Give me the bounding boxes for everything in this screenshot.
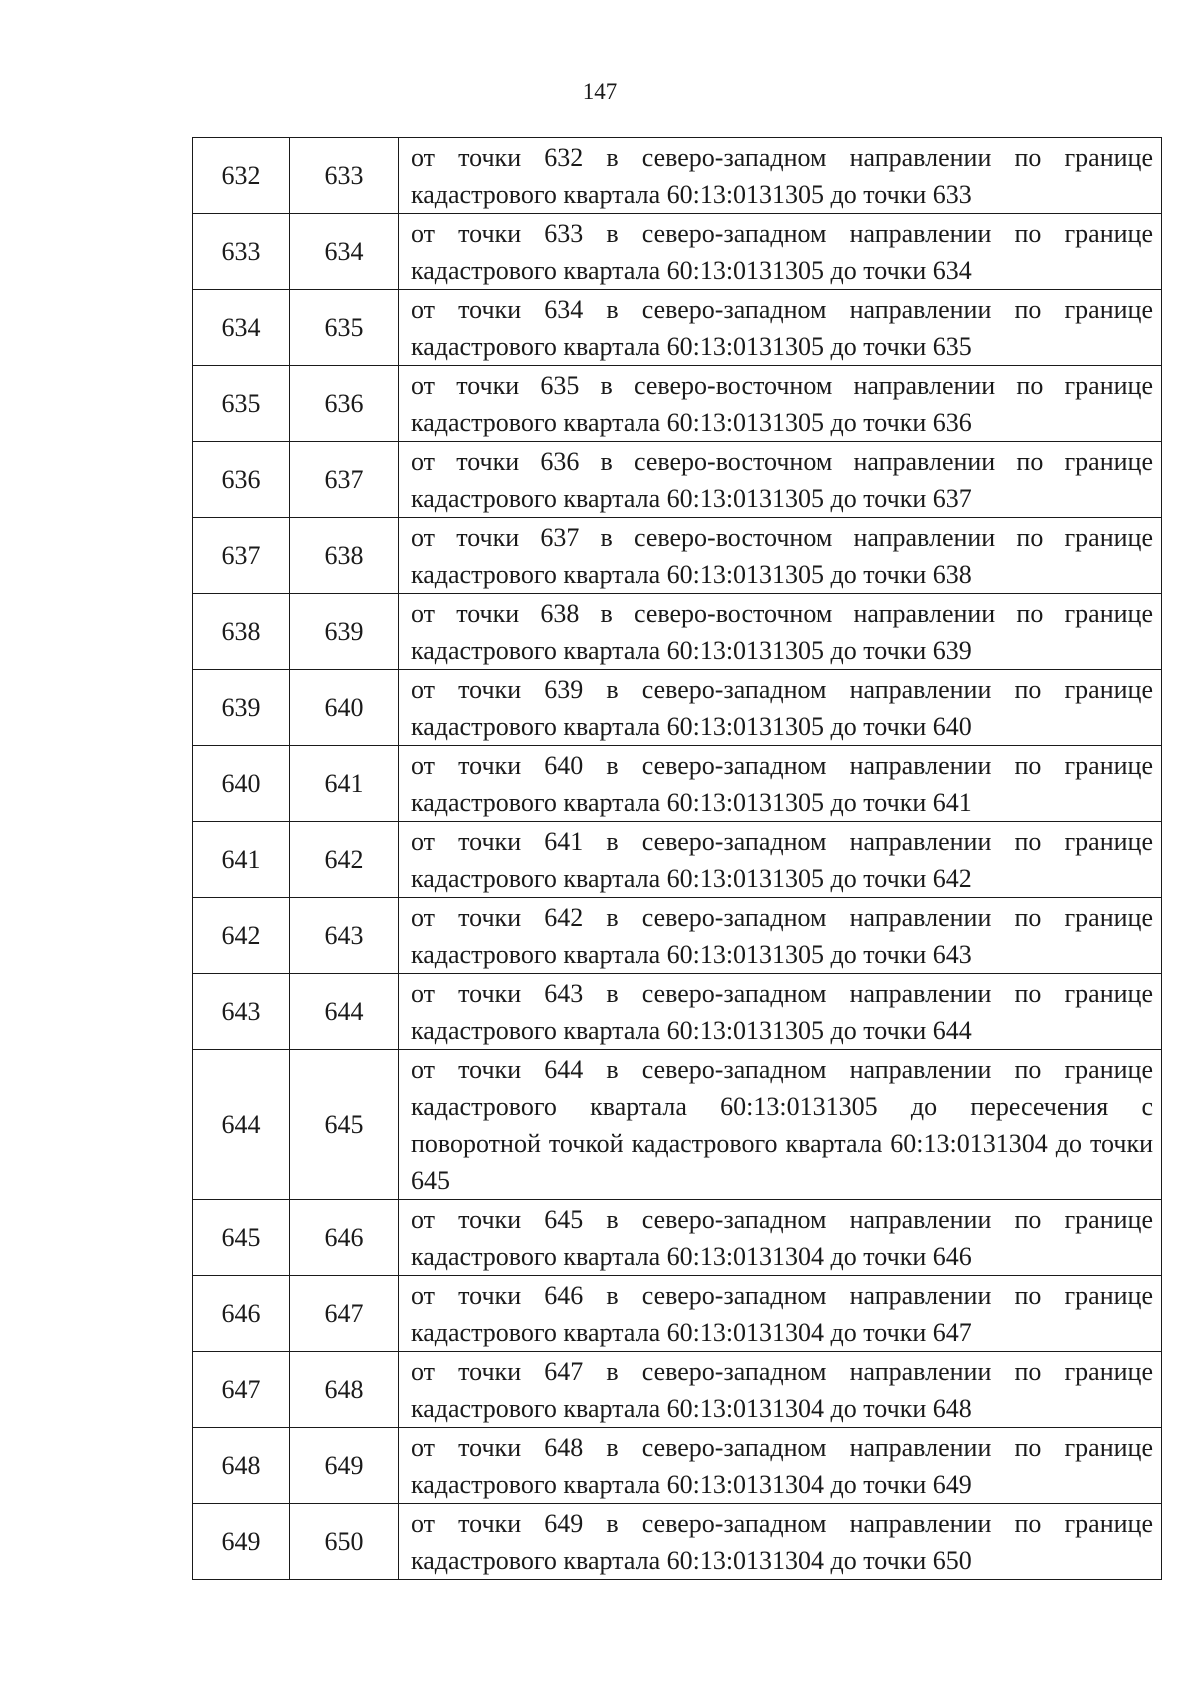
to-point-cell: 636 [290, 366, 399, 442]
description-cell: от точки 636 в северо-восточном направлении по границе кадастрового квартала 60:13:0131305 до точки 637 [399, 442, 1162, 518]
table-row [193, 974, 1162, 1050]
to-point-cell: 643 [290, 898, 399, 974]
to-point-cell: 638 [290, 518, 399, 594]
from-point-cell: 638 [193, 594, 290, 670]
from-point-cell: 646 [193, 1276, 290, 1352]
description-cell: от точки 647 в северо-западном направлении по границе кадастрового квартала 60:13:0131304 до точки 648 [399, 1352, 1162, 1428]
description-cell: от точки 637 в северо-восточном направлении по границе кадастрового квартала 60:13:0131305 до точки 638 [399, 518, 1162, 594]
from-point-cell: 649 [193, 1504, 290, 1580]
description-cell: от точки 638 в северо-восточном направлении по границе кадастрового квартала 60:13:0131305 до точки 639 [399, 594, 1162, 670]
table-row [193, 290, 1162, 366]
to-point-cell: 634 [290, 214, 399, 290]
table-row [193, 898, 1162, 974]
to-point-cell: 648 [290, 1352, 399, 1428]
from-point-cell: 640 [193, 746, 290, 822]
from-point-cell: 633 [193, 214, 290, 290]
from-point-cell: 637 [193, 518, 290, 594]
to-point-cell: 650 [290, 1504, 399, 1580]
to-point-cell: 633 [290, 138, 399, 214]
description-cell: от точки 635 в северо-восточном направлении по границе кадастрового квартала 60:13:0131305 до точки 636 [399, 366, 1162, 442]
from-point-cell: 639 [193, 670, 290, 746]
table-row [193, 138, 1162, 214]
table-row [193, 442, 1162, 518]
from-point-cell: 632 [193, 138, 290, 214]
to-point-cell: 637 [290, 442, 399, 518]
from-point-cell: 648 [193, 1428, 290, 1504]
description-cell: от точки 634 в северо-западном направлении по границе кадастрового квартала 60:13:0131305 до точки 635 [399, 290, 1162, 366]
to-point-cell: 645 [290, 1050, 399, 1200]
table-row [193, 822, 1162, 898]
description-cell: от точки 633 в северо-западном направлении по границе кадастрового квартала 60:13:0131305 до точки 634 [399, 214, 1162, 290]
to-point-cell: 647 [290, 1276, 399, 1352]
table-row [193, 1050, 1162, 1200]
from-point-cell: 643 [193, 974, 290, 1050]
description-cell: от точки 643 в северо-западном направлении по границе кадастрового квартала 60:13:0131305 до точки 644 [399, 974, 1162, 1050]
table-row [193, 670, 1162, 746]
table-row [193, 1276, 1162, 1352]
from-point-cell: 635 [193, 366, 290, 442]
table-row [193, 1428, 1162, 1504]
description-cell: от точки 649 в северо-западном направлении по границе кадастрового квартала 60:13:0131304 до точки 650 [399, 1504, 1162, 1580]
from-point-cell: 647 [193, 1352, 290, 1428]
to-point-cell: 639 [290, 594, 399, 670]
to-point-cell: 642 [290, 822, 399, 898]
to-point-cell: 649 [290, 1428, 399, 1504]
description-cell: от точки 639 в северо-западном направлении по границе кадастрового квартала 60:13:0131305 до точки 640 [399, 670, 1162, 746]
description-cell: от точки 640 в северо-западном направлении по границе кадастрового квартала 60:13:0131305 до точки 641 [399, 746, 1162, 822]
table-row [193, 746, 1162, 822]
to-point-cell: 640 [290, 670, 399, 746]
from-point-cell: 642 [193, 898, 290, 974]
description-cell: от точки 645 в северо-западном направлении по границе кадастрового квартала 60:13:0131304 до точки 646 [399, 1200, 1162, 1276]
page-number: 147 [582, 79, 618, 104]
table-row [193, 594, 1162, 670]
from-point-cell: 641 [193, 822, 290, 898]
table-row [193, 1504, 1162, 1580]
from-point-cell: 634 [193, 290, 290, 366]
table-row [193, 1200, 1162, 1276]
to-point-cell: 644 [290, 974, 399, 1050]
description-cell: от точки 648 в северо-западном направлении по границе кадастрового квартала 60:13:0131304 до точки 649 [399, 1428, 1162, 1504]
description-cell: от точки 644 в северо-западном направлении по границе кадастрового квартала 60:13:0131305 до пересечения с поворотной точкой кадастрового квартала 60:13:0131304 до точки 645 [399, 1050, 1162, 1200]
description-cell: от точки 632 в северо-западном направлении по границе кадастрового квартала 60:13:0131305 до точки 633 [399, 138, 1162, 214]
table-row [193, 366, 1162, 442]
to-point-cell: 641 [290, 746, 399, 822]
description-cell: от точки 642 в северо-западном направлении по границе кадастрового квартала 60:13:0131305 до точки 643 [399, 898, 1162, 974]
from-point-cell: 644 [193, 1050, 290, 1200]
to-point-cell: 635 [290, 290, 399, 366]
boundary-table [192, 137, 1162, 1580]
table-row [193, 1352, 1162, 1428]
to-point-cell: 646 [290, 1200, 399, 1276]
description-cell: от точки 641 в северо-западном направлении по границе кадастрового квартала 60:13:0131305 до точки 642 [399, 822, 1162, 898]
from-point-cell: 645 [193, 1200, 290, 1276]
description-cell: от точки 646 в северо-западном направлении по границе кадастрового квартала 60:13:0131304 до точки 647 [399, 1276, 1162, 1352]
from-point-cell: 636 [193, 442, 290, 518]
table-row [193, 518, 1162, 594]
table-row [193, 214, 1162, 290]
